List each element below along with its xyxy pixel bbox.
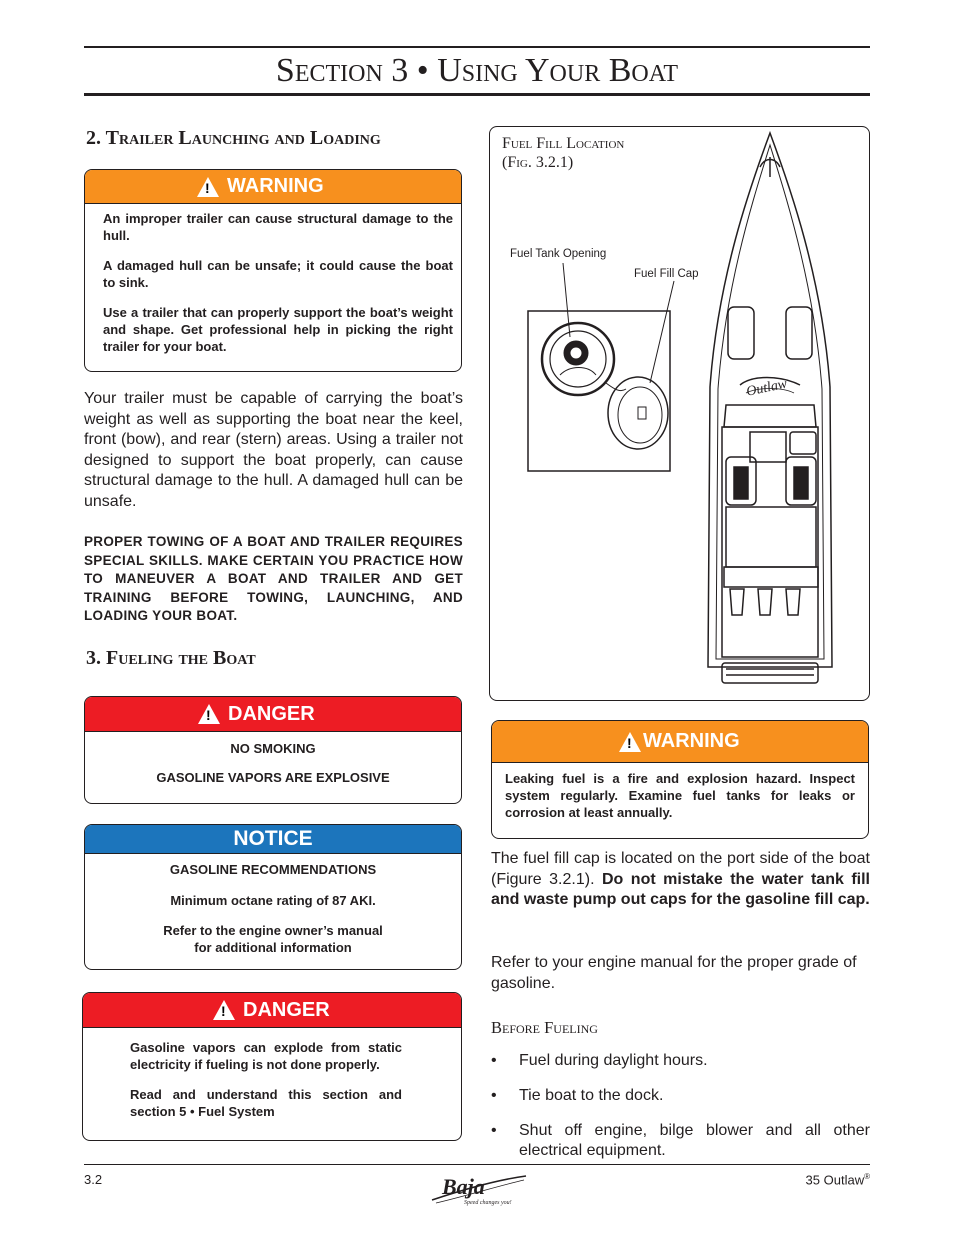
warning-line-2: A damaged hull can be unsafe; it could cause the boat to sink. xyxy=(103,258,453,290)
baja-logo xyxy=(426,1170,530,1210)
bullet-item: • Shut off engine, bilge blower and all other electrical equipment. xyxy=(491,1122,870,1159)
figure-box xyxy=(489,126,870,701)
warning-line-3: Use a trailer that can properly support the boat’s weight and shape. Get professional help in picking the right trailer for your boat. xyxy=(103,305,453,354)
bullet-item: • Fuel during daylight hours. xyxy=(491,1052,708,1069)
fuel-leak-warning-box xyxy=(491,720,869,839)
warning-bar xyxy=(85,170,461,204)
notice-line-4: for additional information xyxy=(194,940,352,955)
danger-bar xyxy=(85,697,461,732)
notice-label: NOTICE xyxy=(233,827,313,850)
danger-label: DANGER xyxy=(228,702,315,725)
warning-label: WARNING xyxy=(643,730,740,752)
danger-line-2: GASOLINE VAPORS ARE EXPLOSIVE xyxy=(156,770,390,785)
danger-label: DANGER xyxy=(243,998,330,1021)
page-number: 3.2 xyxy=(84,1172,103,1187)
notice-line-1: GASOLINE RECOMMENDATIONS xyxy=(169,862,377,877)
warning-line-1: An improper trailer can cause structural damage to the hull. xyxy=(103,211,453,243)
label-fuel-tank-opening: Fuel Tank Opening xyxy=(510,248,607,260)
footer-rule xyxy=(84,1164,870,1165)
engine-manual-paragraph: Refer to your engine manual for the proper grade of gasoline. xyxy=(491,954,857,992)
danger2-line-1: Gasoline vapors can explode from static electricity if fueling is not done properly. xyxy=(130,1040,402,1072)
page-title: Section 3 • Using Your Boat xyxy=(275,52,679,89)
figure-caption: Fuel Fill Location xyxy=(502,135,625,152)
figure-number: (Fig. 3.2.1) xyxy=(502,154,574,171)
bullet-item: • Tie boat to the dock. xyxy=(491,1087,664,1104)
baja-logo-text: Baja xyxy=(442,1174,485,1199)
danger-bar xyxy=(83,993,461,1028)
danger-line-1: NO SMOKING xyxy=(230,741,316,756)
trailer-heading: 2. Trailer Launching and Loading xyxy=(86,127,381,149)
svg-text:Outlaw: Outlaw xyxy=(745,376,789,400)
danger-box-1 xyxy=(84,696,462,804)
baja-logo-tagline: Speed changes you! xyxy=(464,1200,512,1206)
trailer-warning-box xyxy=(84,169,462,372)
trailer-paragraph: Your trailer must be capable of carrying the boat’s weight as well as supporting the boat near the keel, front (bow), and rear (stern) areas. Using a trailer not designed to support the boat properly, can cause structural damage to the hull. A damaged hull can be unsafe. xyxy=(84,390,463,510)
before-fueling-heading: Before Fueling xyxy=(491,1018,598,1037)
header-rule-bottom xyxy=(84,93,870,96)
danger-triangle-icon: ! xyxy=(213,1000,235,1020)
towing-notice: PROPER TOWING OF A BOAT AND TRAILER REQUIRES SPECIAL SKILLS. MAKE CERTAIN YOU PRACTICE HOW TO MANEUVER A BOAT AND TRAILER AND GET TRAINING BEFORE TOWING, LAUNCHING, AND LOADING YOUR BOAT. xyxy=(84,534,463,624)
notice-box xyxy=(84,824,462,970)
header-rule-top xyxy=(84,46,870,48)
notice-line-2: Minimum octane rating of 87 AKI. xyxy=(170,893,376,908)
danger2-line-2: Read and understand this section and section 5 • Fuel System xyxy=(130,1087,402,1119)
danger-triangle-icon: ! xyxy=(198,704,220,724)
fuel-cap-paragraph: The fuel fill cap is located on the port side of the boat (Figure 3.2.1). Do not mistake the water tank fill and waste pump out caps for the gasoline fill cap. xyxy=(491,850,871,908)
warning-triangle-icon: ! xyxy=(619,732,641,752)
notice-line-3: Refer to the engine owner’s manual xyxy=(163,923,383,938)
notice-bar xyxy=(85,825,461,854)
label-fuel-fill-cap: Fuel Fill Cap xyxy=(634,268,699,280)
warning-bar xyxy=(492,721,868,763)
warning-label: WARNING xyxy=(227,175,324,197)
danger-box-2 xyxy=(82,992,462,1141)
boat-diagram xyxy=(490,127,869,700)
footer-model: 35 Outlaw® xyxy=(805,1172,870,1188)
fuel-leak-warning-text: Leaking fuel is a fire and explosion hazard. Inspect system regularly. Examine fuel tanks for leaks or corrosion at least annually. xyxy=(505,771,855,820)
fueling-heading: 3. Fueling the Boat xyxy=(86,647,256,669)
warning-triangle-icon: ! xyxy=(197,177,219,197)
